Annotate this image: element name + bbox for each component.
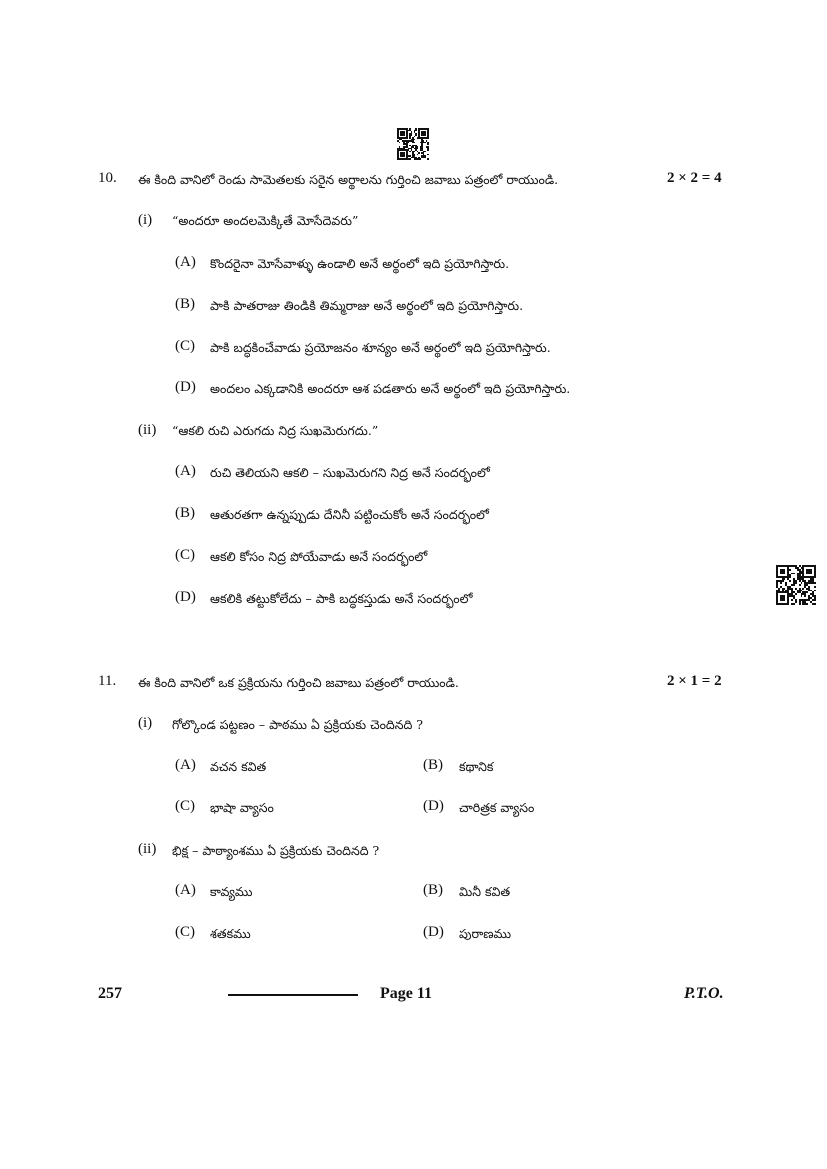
option-text: ఆతురతగా ఉన్నప్పుడు దేనినీ పట్టించుకోం అనే సందర్భంలో xyxy=(210,507,489,522)
option-label: (A) xyxy=(175,882,196,898)
option-label: (D) xyxy=(175,379,196,395)
question-number: 10. xyxy=(98,170,117,186)
option-text: పాకి బద్ధకించేవాడు ప్రయోజనం శూన్యం అనే అర్థంలో ఇది ప్రయోగిస్తారు. xyxy=(210,340,551,355)
sub-question-label: (i) xyxy=(138,715,153,731)
sub-question-label: (i) xyxy=(138,212,153,228)
question-text: ఈ కింది వానిలో ఒక ప్రక్రియను గుర్తించి జవాబు పత్రంలో రాయుండి. xyxy=(138,675,459,690)
option-label: (D) xyxy=(423,924,444,940)
option-label: (A) xyxy=(175,463,196,479)
option-label: (C) xyxy=(175,798,195,814)
option-text: కథానిక xyxy=(459,759,494,774)
option-label: (C) xyxy=(175,338,195,354)
option-text: వచన కవిత xyxy=(210,759,267,774)
option-label: (B) xyxy=(423,757,443,773)
option-label: (D) xyxy=(423,798,444,814)
question-marks: 2 × 1 = 2 xyxy=(667,673,722,689)
option-text: భాషా వ్యాసం xyxy=(210,800,274,815)
option-label: (B) xyxy=(175,505,195,521)
pto-label: P.T.O. xyxy=(684,985,724,1002)
sub-question-text: “అందరూ అందలమెక్కితే మోసేదెవరు” xyxy=(172,213,359,228)
page-number: Page 11 xyxy=(380,985,432,1002)
option-text: ఆకలి కోసం నిద్ర పోయేవాడు అనే సందర్భంలో xyxy=(210,549,428,564)
option-label: (D) xyxy=(175,589,196,605)
option-text: కావ్యము xyxy=(210,884,253,899)
option-label: (B) xyxy=(175,296,195,312)
sub-question-label: (ii) xyxy=(138,422,157,438)
question-number: 11. xyxy=(98,673,117,689)
option-label: (A) xyxy=(175,757,196,773)
option-text: పురాణము xyxy=(459,926,512,941)
paper-code: 257 xyxy=(98,985,122,1002)
question-text: ఈ కింది వానిలో రెండు సామెతలకు సరైన అర్థాలను గుర్తించి జవాబు పత్రంలో రాయుండి. xyxy=(138,172,559,187)
option-label: (A) xyxy=(175,254,196,270)
sub-question-label: (ii) xyxy=(138,841,157,857)
footer-rule xyxy=(228,994,358,996)
option-text: మినీ కవిత xyxy=(459,884,511,899)
qr-code-side xyxy=(776,565,816,605)
option-text: రుచి తెలియని ఆకలి – సుఖమెరుగని నిద్ర అనే సందర్భంలో xyxy=(210,465,490,480)
option-text: శతకము xyxy=(210,926,251,941)
option-text: ఆకలికి తట్టుకోలేదు – పాకి బద్ధకస్తుడు అనే సందర్భంలో xyxy=(210,591,473,606)
option-label: (C) xyxy=(175,547,195,563)
option-text: అందలం ఎక్కడానికి అందరూ ఆశ పడతారు అనే అర్థంలో ఇది ప్రయోగిస్తారు. xyxy=(210,381,571,396)
option-text: చారిత్రక వ్యాసం xyxy=(459,800,535,815)
qr-code-top xyxy=(397,128,429,160)
option-text: కొందరైనా మోసేవాళ్ళు ఉండాలి అనే అర్థంలో ఇది ప్రయోగిస్తారు. xyxy=(210,256,510,271)
option-text: పాకి పాతరాజు తిండికి తిమ్మరాజు అనే అర్థంలో ఇది ప్రయోగిస్తారు. xyxy=(210,298,524,313)
sub-question-text: భిక్ష – పాఠ్యాంశము ఏ ప్రక్రియకు చెందినది ? xyxy=(172,843,380,858)
option-label: (B) xyxy=(423,882,443,898)
question-marks: 2 × 2 = 4 xyxy=(667,170,722,186)
sub-question-text: “ఆకలి రుచి ఎరుగదు నిద్ర సుఖమెరుగదు.” xyxy=(172,423,379,438)
option-label: (C) xyxy=(175,924,195,940)
sub-question-text: గోల్కొండ పట్టణం – పాఠము ఏ ప్రక్రియకు చెందినది ? xyxy=(172,717,424,732)
